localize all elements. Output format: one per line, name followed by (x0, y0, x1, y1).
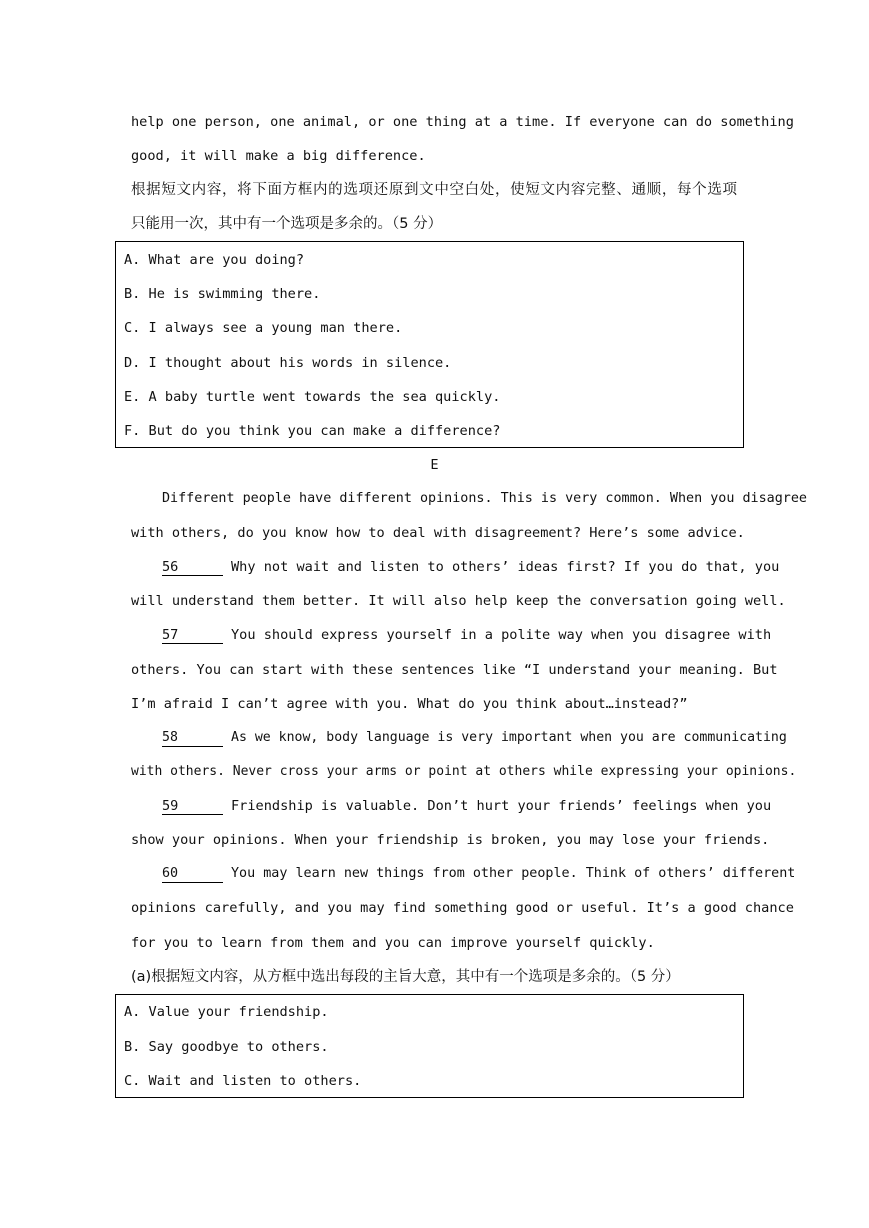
option-item: E. A baby turtle went towards the sea quickly. (124, 389, 501, 405)
option-item: A. Value your friendship. (124, 1004, 329, 1020)
question-text: Friendship is valuable. Don’t hurt your friends’ feelings when you (231, 798, 772, 814)
answer-blank[interactable]: 59 (162, 798, 223, 815)
option-item: C. Wait and listen to others. (124, 1073, 362, 1089)
question-line (162, 864, 796, 884)
question-text: You should express yourself in a polite way when you disagree with (231, 627, 772, 643)
paragraph-line: for you to learn from them and you can improve yourself quickly. (131, 935, 655, 951)
paragraph-line: I’m afraid I can’t agree with you. What do you think about…instead?” (131, 696, 688, 712)
question-line (162, 728, 787, 748)
option-item: B. Say goodbye to others. (124, 1039, 329, 1055)
options-box (115, 994, 744, 1098)
instruction-text: 根据短文内容，将下面方框内的选项还原到文中空白处，使短文内容完整、通顺，每个选项 (131, 182, 737, 198)
answer-blank[interactable]: 56 (162, 559, 223, 576)
option-item: A. What are you doing? (124, 252, 305, 268)
paragraph-line: will understand them better. It will also help keep the conversation going well. (131, 593, 786, 609)
paragraph-line: with others, do you know how to deal with disagreement? Here’s some advice. (131, 525, 745, 541)
question-text: Why not wait and listen to others’ ideas first? If you do that, you (231, 559, 780, 575)
intro-line: help one person, one animal, or one thing at a time. If everyone can do something (131, 114, 794, 130)
paragraph-line: others. You can start with these sentences like “I understand your meaning. But (131, 662, 778, 678)
instruction-text: 只能用一次，其中有一个选项是多余的。（5 分） (131, 216, 443, 232)
options-box (115, 241, 744, 448)
intro-line: good, it will make a big difference. (131, 148, 426, 164)
answer-blank[interactable]: 60 (162, 866, 223, 883)
section-title: E (430, 457, 439, 473)
option-item: C. I always see a young man there. (124, 320, 403, 336)
instruction-text: (a)根据短文内容，从方框中选出每段的主旨大意，其中有一个选项是多余的。（5 分） (131, 969, 680, 985)
question-text: You may learn new things from other people. Think of others’ different (231, 866, 796, 881)
option-item: D. I thought about his words in silence. (124, 355, 452, 371)
paragraph-line: opinions carefully, and you may find something good or useful. It’s a good chance (131, 900, 794, 916)
paragraph-line: with others. Never cross your arms or point at others while expressing your opinions. (131, 764, 797, 779)
answer-blank[interactable]: 57 (162, 627, 223, 644)
option-item: F. But do you think you can make a difference? (124, 423, 501, 439)
question-line (162, 557, 780, 577)
question-line (162, 796, 772, 816)
paragraph-line: show your opinions. When your friendship is broken, you may lose your friends. (131, 832, 770, 848)
paragraph-line: Different people have different opinions. This is very common. When you disagree (162, 491, 807, 506)
option-item: B. He is swimming there. (124, 286, 321, 302)
question-text: As we know, body language is very important when you are communicating (231, 730, 787, 745)
answer-blank[interactable]: 58 (162, 730, 223, 747)
question-line (162, 625, 772, 645)
